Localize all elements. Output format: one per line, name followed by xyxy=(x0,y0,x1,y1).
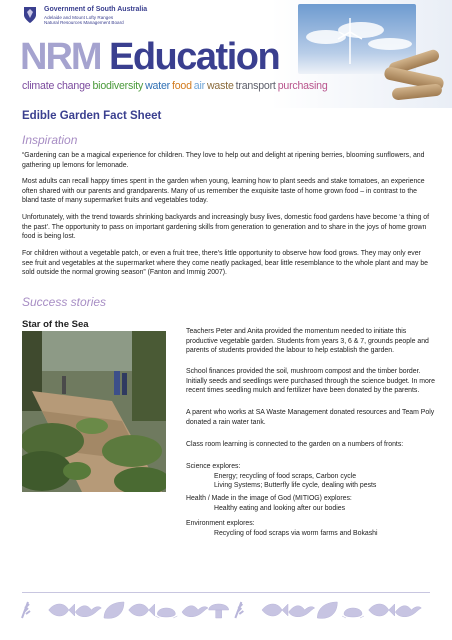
board-name xyxy=(44,15,154,26)
success-heading: Success stories xyxy=(22,295,107,309)
government-name: Government of South Australia xyxy=(44,6,148,13)
explores-item: Healthy eating and looking after our bodies xyxy=(214,504,346,512)
page-title: Edible Garden Fact Sheet xyxy=(22,110,162,122)
fish-icon xyxy=(369,604,395,616)
mushroom-icon xyxy=(209,604,229,618)
bird-icon xyxy=(75,606,101,617)
topic-purchasing: purchasing xyxy=(277,80,328,92)
topic-waste: waste xyxy=(206,80,234,92)
board-line: Natural Resources Management Board xyxy=(44,20,124,26)
topic-transport: transport xyxy=(235,80,276,92)
explores-item: Living Systems; Butterfly life cycle, dealing with pests xyxy=(214,482,377,490)
environment-explores xyxy=(186,519,436,538)
story-title: Star of the Sea xyxy=(22,319,89,330)
bird-icon xyxy=(182,606,208,617)
logo-nrm: NRM xyxy=(20,36,101,78)
explores-heading: Science explores: xyxy=(186,463,241,470)
windfarm-icon xyxy=(330,14,370,64)
explores-item: Recycling of food scraps via worm farms and Bokashi xyxy=(214,529,378,537)
science-explores xyxy=(186,462,436,491)
header-banner xyxy=(0,0,452,108)
story-paragraph: A parent who works at SA Waste Management donated resources and Team Poly donated a rain water tank. xyxy=(186,409,435,426)
topic-strip xyxy=(22,80,330,92)
fish-icon xyxy=(262,604,288,616)
topic-biodiversity: biodiversity xyxy=(92,80,144,92)
fish-icon xyxy=(49,604,75,616)
logo-education: Education xyxy=(109,36,280,78)
footer-icon-strip xyxy=(0,590,452,640)
topic-water: water xyxy=(145,80,170,92)
garden-photo-illustration xyxy=(22,331,166,492)
topic-climate-change: climate change xyxy=(22,80,91,92)
inspiration-paragraph: “Gardening can be a magical experience for children. They love to help out and delight at ripening berries, blooming sunflowers, and gathering up lemons for lemonade. xyxy=(22,152,425,169)
inspiration-paragraph: For children without a vegetable patch, or even a fruit tree, there’s little opportunity to observe how food grows. They may only ever see fruit and vegetables at the supermarket where they come neatly packaged, bear little resemblance to the whole plant and may be sold outside the normal growing season” (Fanton and Immig 2007). xyxy=(22,250,429,277)
leaf-icon xyxy=(317,602,337,618)
crest-icon xyxy=(22,6,38,24)
board-line: Adelaide and Mount Lofty Ranges xyxy=(44,15,114,20)
story-paragraph: Class room learning is connected to the garden on a numbers of fronts: xyxy=(186,441,404,448)
health-explores xyxy=(186,494,436,513)
wheat-icon xyxy=(235,602,243,618)
topic-air: air xyxy=(193,80,205,92)
story-paragraph: School finances provided the soil, mushroom compost and the timber border. Initially seeds and seedlings were purchased through the science budget. In more recent times seedling mulch and fertilizer have been donated by the parents. xyxy=(186,368,435,395)
inspiration-paragraph: Unfortunately, with the trend towards shrinking backyards and increasingly busy lives, domestic food gardens have become ‘a thing of the past’. The opportunity to pass on important gardening skills from generation to generation and to share in the joys of home grown food is being lost. xyxy=(22,214,430,241)
leaf-icon xyxy=(104,602,124,618)
explores-heading: Environment explores: xyxy=(186,520,255,527)
wheat-icon xyxy=(22,602,30,618)
explores-heading: Health / Made in the image of God (MITIOG) explores: xyxy=(186,495,352,502)
frog-icon xyxy=(155,608,177,618)
explores-item: Energy; recycling of food scraps, Carbon cycle xyxy=(214,472,357,480)
frog-icon xyxy=(342,608,364,618)
garden-photo xyxy=(22,331,166,492)
inspiration-heading: Inspiration xyxy=(22,133,78,147)
fish-icon xyxy=(129,604,155,616)
food-photo xyxy=(382,50,452,108)
story-paragraph: Teachers Peter and Anita provided the momentum needed to initiate this productive vegetable garden. Students from years 3, 6 & 7, grounds people and parents of students provided the labour to help establish the garden. xyxy=(186,328,429,355)
topic-food: food xyxy=(171,80,192,92)
bird-icon xyxy=(395,606,421,617)
bird-icon xyxy=(289,606,315,617)
inspiration-paragraph: Most adults can recall happy times spent in the garden when young, learning how to plant seeds and stake tomatoes, an experience often shared with our parents and grandparents. Many of us remember the exquisite taste of home grown food – in contrast to the bland taste of many supermarket fruits and vegetables today. xyxy=(22,178,425,205)
